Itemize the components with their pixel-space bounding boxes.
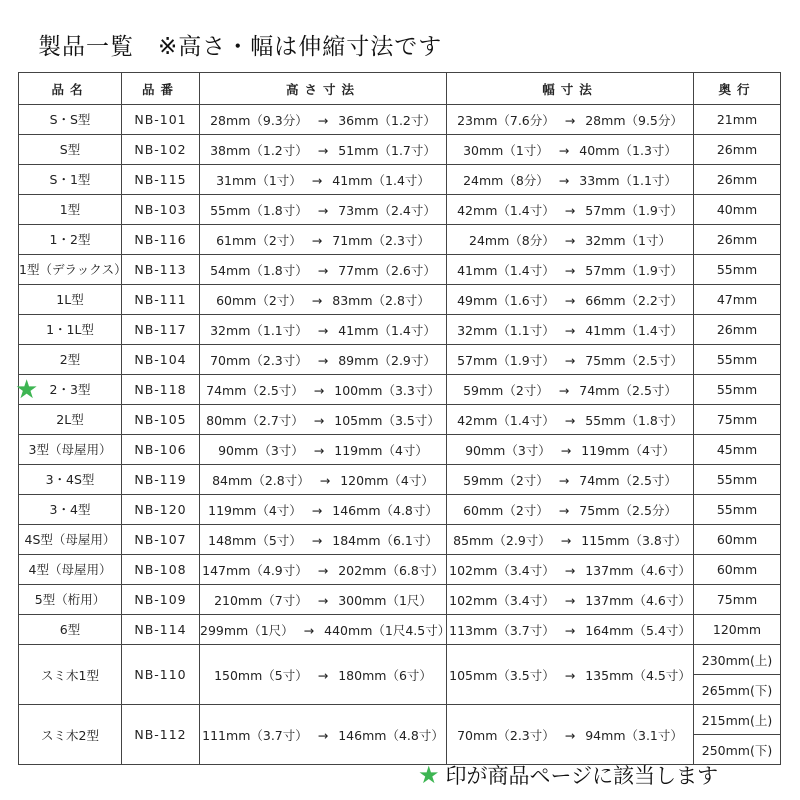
depth-top: 230mm(上) <box>694 645 781 675</box>
width-range <box>447 615 694 645</box>
arrow-icon: → <box>317 592 329 608</box>
width-range-from: 102mm（3.4寸） <box>449 562 555 578</box>
width-range <box>447 465 694 495</box>
height-range <box>200 615 451 645</box>
product-code: NB-111 <box>122 285 200 315</box>
width-range-to: 164mm（5.4寸） <box>585 622 691 638</box>
page-title-note: ※高さ・幅は伸縮寸法です <box>158 34 443 60</box>
height-range <box>200 465 447 495</box>
width-range-to: 57mm（1.9寸） <box>585 202 683 218</box>
height-range <box>200 375 447 405</box>
arrow-icon: → <box>311 232 323 248</box>
product-name-cell <box>19 135 122 165</box>
height-range-from: 31mm（1寸） <box>216 172 302 188</box>
height-range <box>200 555 447 585</box>
depth-value: 21mm <box>694 105 781 135</box>
depth-value: 45mm <box>694 435 781 465</box>
arrow-icon: → <box>564 412 576 428</box>
product-name-cell <box>15 374 122 405</box>
depth-value: 120mm <box>694 615 781 645</box>
height-range <box>200 165 447 195</box>
product-name-cell <box>19 435 122 465</box>
depth-value: 26mm <box>694 225 781 255</box>
header-name: 品名 <box>19 73 122 105</box>
table-row <box>19 255 781 285</box>
width-range <box>447 225 694 255</box>
table-row <box>19 435 781 465</box>
product-name-cell <box>19 105 122 135</box>
depth-value: 26mm <box>694 315 781 345</box>
height-range-to: 41mm（1.4寸） <box>332 172 430 188</box>
width-range-from: 49mm（1.6寸） <box>457 292 555 308</box>
table-row <box>19 465 781 495</box>
arrow-icon: → <box>564 112 576 128</box>
product-name-cell <box>19 255 127 285</box>
height-range-from: 61mm（2寸） <box>216 232 302 248</box>
height-range-from: 210mm（7寸） <box>214 592 308 608</box>
product-name: 4S型（母屋用） <box>24 531 116 547</box>
height-range <box>200 525 447 555</box>
width-range-to: 137mm（4.6寸） <box>585 592 691 608</box>
arrow-icon: → <box>560 442 572 458</box>
width-range-from: 41mm（1.4寸） <box>457 262 555 278</box>
height-range-from: 147mm（4.9寸） <box>202 562 308 578</box>
height-range-to: 71mm（2.3寸） <box>332 232 430 248</box>
width-range-from: 42mm（1.4寸） <box>457 412 555 428</box>
product-code: NB-101 <box>122 105 200 135</box>
width-range-to: 32mm（1寸） <box>585 232 671 248</box>
product-code: NB-103 <box>122 195 200 225</box>
arrow-icon: → <box>317 562 329 578</box>
depth-value: 55mm <box>694 465 781 495</box>
product-name-cell <box>19 585 122 615</box>
product-table <box>15 72 781 765</box>
arrow-icon: → <box>558 142 570 158</box>
depth-value: 55mm <box>694 495 781 525</box>
depth-value: 26mm <box>694 165 781 195</box>
product-name: 1型（デラックス） <box>19 261 127 277</box>
height-range-to: 51mm（1.7寸） <box>338 142 436 158</box>
height-range-to: 146mm（4.8寸） <box>332 502 438 518</box>
height-range <box>200 225 447 255</box>
height-range <box>200 495 447 525</box>
height-range-from: 55mm（1.8寸） <box>210 202 308 218</box>
height-range-to: 105mm（3.5寸） <box>334 412 440 428</box>
product-name: 2型 <box>59 351 81 367</box>
table-row <box>19 135 781 165</box>
height-range-to: 119mm（4寸） <box>334 442 428 458</box>
arrow-icon: → <box>317 142 329 158</box>
table-row <box>19 585 781 615</box>
product-name-cell <box>19 555 122 585</box>
width-range <box>447 495 694 525</box>
height-range-from: 84mm（2.8寸） <box>212 472 310 488</box>
product-name-cell <box>19 315 122 345</box>
width-range-from: 23mm（7.6分） <box>457 112 555 128</box>
width-range-to: 119mm（4寸） <box>581 442 675 458</box>
arrow-icon: → <box>317 667 329 683</box>
width-range-from: 85mm（2.9寸） <box>453 532 551 548</box>
product-name-cell <box>19 495 122 525</box>
width-range-to: 66mm（2.2寸） <box>585 292 683 308</box>
product-name-cell <box>19 285 122 315</box>
width-range-to: 137mm（4.6寸） <box>585 562 691 578</box>
footer-text: 印が商品ページに該当します <box>445 764 719 788</box>
width-range-from: 30mm（1寸） <box>463 142 549 158</box>
height-range-from: 80mm（2.7寸） <box>206 412 304 428</box>
width-range-to: 74mm（2.5寸） <box>579 382 677 398</box>
depth-bottom: 250mm(下) <box>694 735 781 765</box>
width-range-from: 105mm（3.5寸） <box>449 667 555 683</box>
depth-value: 60mm <box>694 525 781 555</box>
width-range <box>447 525 694 555</box>
height-range-to: 89mm（2.9寸） <box>338 352 436 368</box>
height-range-from: 54mm（1.8寸） <box>210 262 308 278</box>
arrow-icon: → <box>558 172 570 188</box>
depth-value: 40mm <box>694 195 781 225</box>
table-row <box>19 225 781 255</box>
star-icon: ★ <box>418 761 440 789</box>
product-code: NB-112 <box>122 705 200 765</box>
width-range-from: 102mm（3.4寸） <box>449 592 555 608</box>
table-row <box>19 525 781 555</box>
product-code: NB-105 <box>122 405 200 435</box>
arrow-icon: → <box>564 202 576 218</box>
arrow-icon: → <box>560 532 572 548</box>
width-range-from: 59mm（2寸） <box>463 382 549 398</box>
product-code: NB-113 <box>122 255 200 285</box>
depth-value: 60mm <box>694 555 781 585</box>
arrow-icon: → <box>317 352 329 368</box>
table-row <box>19 555 781 585</box>
table-body <box>15 105 781 765</box>
height-range <box>200 105 447 135</box>
height-range-to: 146mm（4.8寸） <box>338 727 444 743</box>
width-range <box>447 555 694 585</box>
product-name-cell <box>19 165 122 195</box>
width-range-to: 94mm（3.1寸） <box>585 727 683 743</box>
product-name-cell <box>19 195 122 225</box>
width-range <box>447 435 694 465</box>
arrow-icon: → <box>564 352 576 368</box>
table-row <box>19 285 781 315</box>
depth-value: 55mm <box>694 375 781 405</box>
height-range-to: 202mm（6.8寸） <box>338 562 444 578</box>
height-range-to: 180mm（6寸） <box>338 667 432 683</box>
arrow-icon: → <box>317 322 329 338</box>
product-name: 2L型 <box>56 411 84 427</box>
product-code: NB-106 <box>122 435 200 465</box>
height-range <box>200 705 447 765</box>
arrow-icon: → <box>317 112 329 128</box>
width-range-from: 70mm（2.3寸） <box>457 727 555 743</box>
product-name: 1L型 <box>56 291 84 307</box>
product-code: NB-107 <box>122 525 200 555</box>
arrow-icon: → <box>564 622 576 638</box>
product-name-cell <box>19 615 122 645</box>
product-code: NB-108 <box>122 555 200 585</box>
product-name: スミ木2型 <box>19 705 122 765</box>
arrow-icon: → <box>317 727 329 743</box>
arrow-icon: → <box>564 232 576 248</box>
height-range-to: 41mm（1.4寸） <box>338 322 436 338</box>
arrow-icon: → <box>311 502 323 518</box>
width-range-from: 113mm（3.7寸） <box>449 622 555 638</box>
height-range-to: 184mm（6.1寸） <box>332 532 438 548</box>
height-range-to: 100mm（3.3寸） <box>334 382 440 398</box>
header-depth: 奥行 <box>694 73 781 105</box>
height-range-to: 77mm（2.6寸） <box>338 262 436 278</box>
header-code: 品番 <box>122 73 200 105</box>
width-range-from: 59mm（2寸） <box>463 472 549 488</box>
product-name: 4型（母屋用） <box>28 561 112 577</box>
height-range-to: 83mm（2.8寸） <box>332 292 430 308</box>
product-code: NB-110 <box>122 645 200 705</box>
arrow-icon: → <box>564 562 576 578</box>
width-range <box>447 135 694 165</box>
product-code: NB-104 <box>122 345 200 375</box>
width-range-from: 57mm（1.9寸） <box>457 352 555 368</box>
product-code: NB-109 <box>122 585 200 615</box>
height-range-from: 38mm（1.2寸） <box>210 142 308 158</box>
product-code: NB-120 <box>122 495 200 525</box>
height-range <box>200 405 447 435</box>
arrow-icon: → <box>317 262 329 278</box>
table-row <box>19 705 781 735</box>
height-range-from: 111mm（3.7寸） <box>202 727 308 743</box>
height-range-from: 28mm（9.3分） <box>210 112 308 128</box>
product-name: 1・1L型 <box>46 321 94 337</box>
height-range-to: 36mm（1.2寸） <box>338 112 436 128</box>
table-row <box>19 165 781 195</box>
height-range <box>200 255 447 285</box>
width-range-to: 55mm（1.8寸） <box>585 412 683 428</box>
arrow-icon: → <box>558 502 570 518</box>
height-range <box>200 435 447 465</box>
page-title-main: 製品一覧 <box>38 34 134 60</box>
height-range <box>200 315 447 345</box>
height-range <box>200 285 447 315</box>
table-row <box>19 615 781 645</box>
table-row <box>19 495 781 525</box>
height-range-to: 73mm（2.4寸） <box>338 202 436 218</box>
product-name: S型 <box>59 141 81 157</box>
width-range-from: 24mm（8分） <box>463 172 549 188</box>
width-range-to: 115mm（3.8寸） <box>581 532 687 548</box>
width-range-to: 75mm（2.5分） <box>579 502 677 518</box>
product-name-cell <box>19 345 122 375</box>
width-range <box>447 645 694 705</box>
product-code: NB-119 <box>122 465 200 495</box>
product-code: NB-115 <box>122 165 200 195</box>
width-range <box>447 705 694 765</box>
product-name: 3型（母屋用） <box>28 441 112 457</box>
depth-value: 75mm <box>694 405 781 435</box>
height-range-from: 74mm（2.5寸） <box>206 382 304 398</box>
table-row <box>19 315 781 345</box>
height-range-from: 119mm（4寸） <box>208 502 302 518</box>
height-range <box>200 135 447 165</box>
product-name: S・S型 <box>49 111 91 127</box>
table-header-row <box>19 73 781 105</box>
depth-bottom: 265mm(下) <box>694 675 781 705</box>
arrow-icon: → <box>317 202 329 218</box>
product-name: 1型 <box>59 201 81 217</box>
header-height: 高さ寸法 <box>200 73 447 105</box>
width-range-to: 33mm（1.1寸） <box>579 172 677 188</box>
product-code: NB-118 <box>122 375 200 405</box>
width-range-from: 42mm（1.4寸） <box>457 202 555 218</box>
product-name: 2・3型 <box>49 381 91 397</box>
arrow-icon: → <box>313 412 325 428</box>
product-code: NB-117 <box>122 315 200 345</box>
product-name: 6型 <box>59 621 81 637</box>
width-range <box>447 585 694 615</box>
product-name-cell <box>19 525 122 555</box>
arrow-icon: → <box>564 292 576 308</box>
arrow-icon: → <box>311 532 323 548</box>
height-range <box>200 195 447 225</box>
depth-value: 55mm <box>694 345 781 375</box>
product-code: NB-102 <box>122 135 200 165</box>
arrow-icon: → <box>564 667 576 683</box>
product-code: NB-114 <box>122 615 200 645</box>
width-range <box>447 105 694 135</box>
height-range-from: 70mm（2.3寸） <box>210 352 308 368</box>
height-range <box>200 585 447 615</box>
arrow-icon: → <box>558 382 570 398</box>
table-row <box>19 405 781 435</box>
width-range-to: 57mm（1.9寸） <box>585 262 683 278</box>
width-range <box>447 285 694 315</box>
arrow-icon: → <box>311 172 323 188</box>
table-row <box>19 345 781 375</box>
width-range-to: 40mm（1.3寸） <box>579 142 677 158</box>
table-row <box>19 375 781 405</box>
table-row <box>19 645 781 675</box>
width-range-to: 74mm（2.5寸） <box>579 472 677 488</box>
width-range-to: 135mm（4.5寸） <box>585 667 691 683</box>
height-range-from: 32mm（1.1寸） <box>210 322 308 338</box>
width-range <box>447 195 694 225</box>
width-range-from: 60mm（2寸） <box>463 502 549 518</box>
product-name: 3・4型 <box>49 501 91 517</box>
product-name-cell <box>19 405 122 435</box>
product-code: NB-116 <box>122 225 200 255</box>
depth-value: 75mm <box>694 585 781 615</box>
product-name: 3・4S型 <box>45 471 95 487</box>
width-range-to: 41mm（1.4寸） <box>585 322 683 338</box>
width-range <box>447 405 694 435</box>
width-range <box>447 345 694 375</box>
height-range-from: 150mm（5寸） <box>214 667 308 683</box>
depth-value: 47mm <box>694 285 781 315</box>
arrow-icon: → <box>303 622 315 638</box>
depth-value: 55mm <box>694 255 781 285</box>
arrow-icon: → <box>313 382 325 398</box>
product-name: スミ木1型 <box>19 645 122 705</box>
depth-value: 26mm <box>694 135 781 165</box>
page-title <box>38 28 442 61</box>
height-range-to: 440mm（1尺4.5寸） <box>324 622 451 638</box>
star-icon: ★ <box>15 374 39 405</box>
table-row <box>19 195 781 225</box>
table-row <box>19 105 781 135</box>
height-range-from: 299mm（1尺） <box>200 622 294 638</box>
width-range <box>447 255 694 285</box>
arrow-icon: → <box>564 262 576 278</box>
height-range-from: 148mm（5寸） <box>208 532 302 548</box>
footer-note <box>418 760 718 790</box>
width-range <box>447 165 694 195</box>
arrow-icon: → <box>313 442 325 458</box>
product-name-cell <box>19 465 122 495</box>
depth-top: 215mm(上) <box>694 705 781 735</box>
product-name: 5型（桁用） <box>34 591 106 607</box>
height-range <box>200 345 447 375</box>
width-range-from: 90mm（3寸） <box>465 442 551 458</box>
product-name: 1・2型 <box>49 231 91 247</box>
arrow-icon: → <box>564 592 576 608</box>
arrow-icon: → <box>558 472 570 488</box>
width-range <box>447 375 694 405</box>
height-range-from: 60mm（2寸） <box>216 292 302 308</box>
header-width: 幅寸法 <box>447 73 694 105</box>
width-range-to: 75mm（2.5寸） <box>585 352 683 368</box>
height-range-to: 120mm（4寸） <box>340 472 434 488</box>
height-range-from: 90mm（3寸） <box>218 442 304 458</box>
product-name: S・1型 <box>49 171 91 187</box>
product-name-cell <box>19 225 122 255</box>
height-range-to: 300mm（1尺） <box>338 592 432 608</box>
width-range-from: 32mm（1.1寸） <box>457 322 555 338</box>
arrow-icon: → <box>564 727 576 743</box>
arrow-icon: → <box>564 322 576 338</box>
height-range <box>200 645 447 705</box>
width-range <box>447 315 694 345</box>
width-range-from: 24mm（8分） <box>469 232 555 248</box>
arrow-icon: → <box>311 292 323 308</box>
width-range-to: 28mm（9.5分） <box>585 112 683 128</box>
arrow-icon: → <box>319 472 331 488</box>
